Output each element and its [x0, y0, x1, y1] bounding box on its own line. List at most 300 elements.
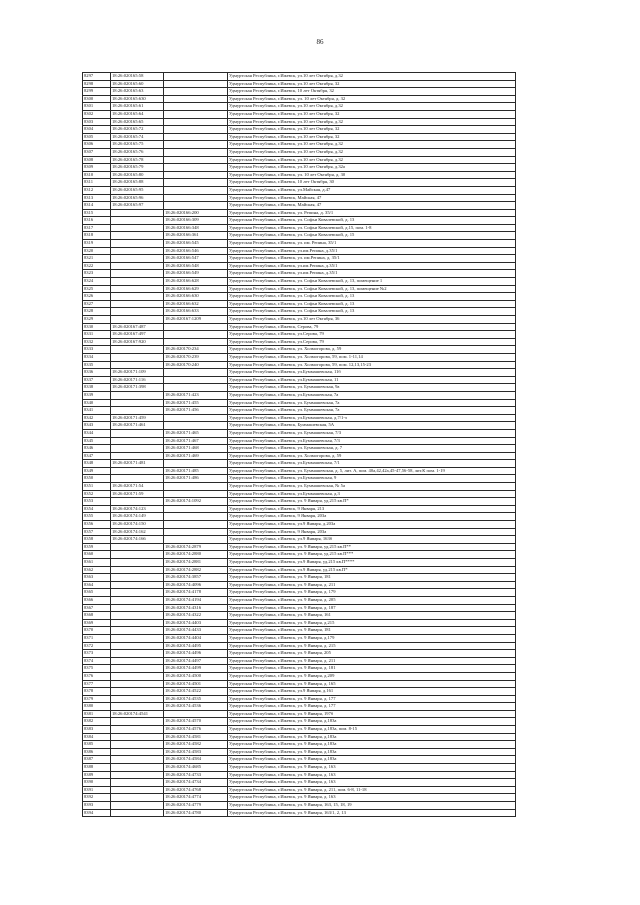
cadastral-number-object-cell: 18:26:020174:4779 [164, 802, 228, 810]
row-number-cell: 8304 [83, 126, 111, 134]
row-number-cell: 8357 [83, 528, 111, 536]
row-number-cell: 8327 [83, 300, 111, 308]
table-row [83, 202, 516, 210]
cadastral-number-land-cell [111, 612, 164, 620]
table-row [83, 665, 516, 673]
address-cell: Удмуртская Республика, г.Ижевск, ул.Серова, 79 [228, 338, 516, 346]
cadastral-number-object-cell [164, 194, 228, 202]
cadastral-number-land-cell [111, 559, 164, 567]
address-cell: Удмуртская Республика, г.Ижевск, Серова, 79 [228, 323, 516, 331]
row-number-cell: 8335 [83, 361, 111, 369]
cadastral-number-object-cell: 18:26:020174:4536 [164, 703, 228, 711]
table-row [83, 103, 516, 111]
table-row [83, 316, 516, 324]
cadastral-number-object-cell [164, 186, 228, 194]
address-cell: Удмуртская Республика, г.Ижевск, ул.10 лет Октября, 32 [228, 80, 516, 88]
cadastral-number-object-cell: 18:26:020174:4499 [164, 665, 228, 673]
row-number-cell: 8307 [83, 148, 111, 156]
cadastral-number-land-cell: 18:26:020165:63 [111, 88, 164, 96]
cadastral-number-land-cell [111, 642, 164, 650]
row-number-cell: 8377 [83, 680, 111, 688]
row-number-cell: 8343 [83, 422, 111, 430]
cadastral-number-land-cell [111, 748, 164, 756]
cadastral-number-land-cell [111, 437, 164, 445]
address-cell: Удмуртская Республика, г.Ижевск, ул. 9 Января, д. 187 [228, 604, 516, 612]
cadastral-number-land-cell [111, 262, 164, 270]
table-row [83, 95, 516, 103]
table-row [83, 483, 516, 491]
cadastral-number-land-cell [111, 596, 164, 604]
cadastral-number-land-cell [111, 650, 164, 658]
cadastral-number-object-cell: 18:26:020170:240 [164, 361, 228, 369]
address-cell: Удмуртская Республика, г.Ижевск, Майская, 47 [228, 194, 516, 202]
address-cell: Удмуртская Республика, г.Ижевск, ул. Буммашевская, 7а [228, 399, 516, 407]
address-cell: Удмуртская Республика, г.Ижевск, 9 Января, 203а [228, 513, 516, 521]
row-number-cell: 8365 [83, 589, 111, 597]
row-number-cell: 8364 [83, 581, 111, 589]
cadastral-number-object-cell: 18:26:020174:1092 [164, 498, 228, 506]
address-cell: Удмуртская Республика, г.Ижевск, ул. 9 Января, д. 215 [228, 642, 516, 650]
table-row [83, 414, 516, 422]
cadastral-number-object-cell: 18:26:020174:4581 [164, 733, 228, 741]
table-row [83, 293, 516, 301]
cadastral-number-land-cell: 18:26:020174:162 [111, 528, 164, 536]
cadastral-number-land-cell [111, 680, 164, 688]
cadastral-number-land-cell: 18:26:020165:80 [111, 171, 164, 179]
address-cell: Удмуртская Республика, г.Ижевск, ул.10 лет Октября, д.32 [228, 118, 516, 126]
cadastral-number-land-cell: 18:26:020174:150 [111, 521, 164, 529]
row-number-cell: 8308 [83, 156, 111, 164]
row-number-cell: 8334 [83, 353, 111, 361]
cadastral-number-land-cell [111, 217, 164, 225]
property-register-table [82, 72, 516, 817]
cadastral-number-land-cell [111, 802, 164, 810]
cadastral-number-object-cell: 18:26:020174:4497 [164, 657, 228, 665]
cadastral-number-land-cell [111, 634, 164, 642]
cadastral-number-object-cell: 18:26:020174:4576 [164, 726, 228, 734]
cadastral-number-object-cell: 18:26:020166:548 [164, 262, 228, 270]
address-cell: Удмуртская Республика, г.Ижевск, ул. 9 Января, д. 179 [228, 589, 516, 597]
row-number-cell: 8376 [83, 672, 111, 680]
table-row [83, 369, 516, 377]
row-number-cell: 8370 [83, 627, 111, 635]
address-cell: Удмуртская Республика, г.Ижевск, ул. 9 Января, д.179 [228, 634, 516, 642]
cadastral-number-land-cell: 18:26:020174:149 [111, 513, 164, 521]
cadastral-number-object-cell [164, 156, 228, 164]
row-number-cell: 8298 [83, 80, 111, 88]
table-row [83, 498, 516, 506]
table-row [83, 255, 516, 263]
table-row [83, 551, 516, 559]
table-row [83, 141, 516, 149]
row-number-cell: 8381 [83, 710, 111, 718]
cadastral-number-land-cell [111, 316, 164, 324]
table-row [83, 642, 516, 650]
cadastral-number-land-cell: 18:26:020165:61 [111, 103, 164, 111]
address-cell: Удмуртская Республика, г.Ижевск, 10 лет Октября, 30 [228, 179, 516, 187]
cadastral-number-land-cell [111, 794, 164, 802]
row-number-cell: 8303 [83, 118, 111, 126]
cadastral-number-land-cell [111, 619, 164, 627]
address-cell: Удмуртская Республика, г.Ижевск, ул. им. Репина, 35/1 [228, 240, 516, 248]
address-cell: Удмуртская Республика, г.Ижевск, ул. 9 Января, д.183а [228, 756, 516, 764]
cadastral-number-object-cell [164, 88, 228, 96]
address-cell: Удмуртская Республика, г.Ижевск, ул. 9 Января, уд.215 кв.П*** [228, 551, 516, 559]
address-cell: Удмуртская Республика, г.Ижевск, ул. Холмогорова, 59, пом. 1-11,14 [228, 353, 516, 361]
address-cell: Удмуртская Республика, г.Ижевск, ул.Буммашевская, д.3 [228, 490, 516, 498]
cadastral-number-object-cell: 18:26:020174:4194 [164, 596, 228, 604]
table-row [83, 126, 516, 134]
table-row [83, 650, 516, 658]
cadastral-number-land-cell [111, 300, 164, 308]
table-row [83, 786, 516, 794]
row-number-cell: 8390 [83, 779, 111, 787]
address-cell: Удмуртская Республика, г.Ижевск, ул. Софьи Ковалевской, д. 13 [228, 293, 516, 301]
table-row [83, 710, 516, 718]
address-cell: Удмуртская Республика, г.Ижевск, ул. 9 Января, уд.215 кв.П* [228, 498, 516, 506]
table-row [83, 73, 516, 81]
table-row [83, 285, 516, 293]
row-number-cell: 8375 [83, 665, 111, 673]
cadastral-number-object-cell: 18:26:020174:4582 [164, 741, 228, 749]
table-row [83, 247, 516, 255]
row-number-cell: 8378 [83, 688, 111, 696]
address-cell: Удмуртская Республика, г.Ижевск, ул.9 Января, уд.215 кв.П**** [228, 559, 516, 567]
cadastral-number-object-cell [164, 513, 228, 521]
row-number-cell: 8322 [83, 262, 111, 270]
address-cell: Удмуртская Республика, г.Ижевск, ул. 9 Января, д. 177 [228, 703, 516, 711]
address-cell: Удмуртская Республика, г.Ижевск, ул. 9 Января, д. 211 [228, 581, 516, 589]
table-row [83, 422, 516, 430]
cadastral-number-land-cell: 18:26:020171:116 [111, 376, 164, 384]
address-cell: Удмуртская Республика, г.Ижевск, ул. Буммашевская, № 5а [228, 483, 516, 491]
cadastral-number-object-cell: 18:26:020171:485 [164, 467, 228, 475]
row-number-cell: 8394 [83, 809, 111, 817]
address-cell: Удмуртская Республика, г.Ижевск, ул. Софьи Ковалевской, д. 13 [228, 300, 516, 308]
table-row [83, 460, 516, 468]
address-cell: Удмуртская Республика, г.Ижевск, ул. Софьи Ковалевской, д. 13, помещение №2 [228, 285, 516, 293]
table-row [83, 604, 516, 612]
cadastral-number-object-cell: 18:26:020174:4501 [164, 680, 228, 688]
table-row [83, 513, 516, 521]
cadastral-number-object-cell: 18:26:020170:234 [164, 346, 228, 354]
cadastral-number-object-cell [164, 460, 228, 468]
row-number-cell: 8325 [83, 285, 111, 293]
table-row [83, 308, 516, 316]
row-number-cell: 8300 [83, 95, 111, 103]
table-row [83, 118, 516, 126]
cadastral-number-land-cell: 18:26:020167:497 [111, 331, 164, 339]
row-number-cell: 8346 [83, 445, 111, 453]
cadastral-number-land-cell [111, 581, 164, 589]
row-number-cell: 8373 [83, 650, 111, 658]
row-number-cell: 8352 [83, 490, 111, 498]
cadastral-number-object-cell: 18:26:020171:456 [164, 407, 228, 415]
table-row [83, 521, 516, 529]
cadastral-number-land-cell: 18:26:020167:920 [111, 338, 164, 346]
cadastral-number-land-cell [111, 391, 164, 399]
cadastral-number-object-cell [164, 490, 228, 498]
table-row [83, 634, 516, 642]
table-row [83, 179, 516, 187]
row-number-cell: 8345 [83, 437, 111, 445]
cadastral-number-land-cell [111, 255, 164, 263]
row-number-cell: 8309 [83, 164, 111, 172]
address-cell: Удмуртская Республика, г.Ижевск, 9 Января, 213 [228, 505, 516, 513]
row-number-cell: 8392 [83, 794, 111, 802]
address-cell: Удмуртская Республика, г.Ижевск, ул. Софьи Ковалевской, д.15, пом. 1-8 [228, 224, 516, 232]
cadastral-number-object-cell: 18:26:020174:4780 [164, 809, 228, 817]
cadastral-number-land-cell [111, 353, 164, 361]
cadastral-number-object-cell: 18:26:020171:465 [164, 429, 228, 437]
cadastral-number-land-cell: 18:26:020171:461 [111, 422, 164, 430]
cadastral-number-land-cell [111, 467, 164, 475]
row-number-cell: 8369 [83, 619, 111, 627]
cadastral-number-object-cell: 18:26:020166:628 [164, 278, 228, 286]
cadastral-number-object-cell [164, 414, 228, 422]
cadastral-number-land-cell: 18:26:020171:109 [111, 369, 164, 377]
page-number: 86 [316, 38, 324, 46]
row-number-cell: 8389 [83, 771, 111, 779]
address-cell: Удмуртская Республика, г.Ижевск, ул.10 лет Октября, д.32а [228, 164, 516, 172]
address-cell: Удмуртская Республика, г.Ижевск, ул. 9 Января, д.183а [228, 733, 516, 741]
row-number-cell: 8385 [83, 741, 111, 749]
cadastral-number-land-cell [111, 445, 164, 453]
address-cell: Удмуртская Республика, г.Ижевск, ул.Буммашевская, 7/1 [228, 460, 516, 468]
table-row [83, 771, 516, 779]
table-row [83, 718, 516, 726]
cadastral-number-land-cell [111, 726, 164, 734]
row-number-cell: 8380 [83, 703, 111, 711]
table-row [83, 353, 516, 361]
row-number-cell: 8355 [83, 513, 111, 521]
cadastral-number-object-cell: 18:26:020166:630 [164, 293, 228, 301]
table-row [83, 338, 516, 346]
cadastral-number-land-cell: 18:26:020165:96 [111, 194, 164, 202]
row-number-cell: 8353 [83, 498, 111, 506]
cadastral-number-object-cell [164, 505, 228, 513]
row-number-cell: 8374 [83, 657, 111, 665]
table-row [83, 80, 516, 88]
table-row [83, 528, 516, 536]
table-row [83, 794, 516, 802]
cadastral-number-land-cell: 18:26:020171:481 [111, 460, 164, 468]
address-cell: Удмуртская Республика, г.Ижевск, Майская, 47 [228, 202, 516, 210]
table-row [83, 809, 516, 817]
cadastral-number-object-cell [164, 376, 228, 384]
cadastral-number-object-cell [164, 133, 228, 141]
cadastral-number-object-cell: 18:26:020174:4522 [164, 688, 228, 696]
table-row [83, 733, 516, 741]
address-cell: Удмуртская Республика, г.Ижевск, ул.10 лет Октября, д.32 [228, 103, 516, 111]
row-number-cell: 8324 [83, 278, 111, 286]
cadastral-number-object-cell [164, 338, 228, 346]
cadastral-number-land-cell [111, 604, 164, 612]
cadastral-number-object-cell: 18:26:020166:549 [164, 270, 228, 278]
address-cell: Удмуртская Республика, г.Ижевск, ул. Холмогорова, д. 59 [228, 346, 516, 354]
table-row [83, 376, 516, 384]
table-row [83, 452, 516, 460]
cadastral-number-object-cell [164, 110, 228, 118]
address-cell: Удмуртская Республика, г.Ижевск, ул. 9 Января, 181 [228, 627, 516, 635]
table-row [83, 695, 516, 703]
cadastral-number-object-cell: 18:26:020174:2881 [164, 559, 228, 567]
table-row [83, 361, 516, 369]
address-cell: Удмуртская Республика, г.Ижевск, ул. 9 Января, д. 211 [228, 657, 516, 665]
cadastral-number-land-cell [111, 361, 164, 369]
table-row [83, 596, 516, 604]
address-cell: Удмуртская Республика, г.Ижевск, ул. Софьи Ковалевской, д. 13 [228, 217, 516, 225]
address-cell: Удмуртская Республика, г.Ижевск, ул.10 лет Октября, д.32 [228, 73, 516, 81]
cadastral-number-land-cell [111, 475, 164, 483]
address-cell: Удмуртская Республика, г.Ижевск, ул.Буммашевская, 7а [228, 391, 516, 399]
row-number-cell: 8393 [83, 802, 111, 810]
table-row [83, 217, 516, 225]
row-number-cell: 8314 [83, 202, 111, 210]
cadastral-number-object-cell [164, 126, 228, 134]
row-number-cell: 8388 [83, 764, 111, 772]
cadastral-number-land-cell [111, 672, 164, 680]
cadastral-number-object-cell [164, 141, 228, 149]
address-cell: Удмуртская Республика, г.Ижевск, 9 Января, 203а [228, 528, 516, 536]
row-number-cell: 8337 [83, 376, 111, 384]
address-cell: Удмуртская Республика, г.Ижевск, ул. Буммашевская, 7/3 [228, 429, 516, 437]
row-number-cell: 8387 [83, 756, 111, 764]
cadastral-number-object-cell: 18:26:020174:4433 [164, 627, 228, 635]
address-cell: Удмуртская Республика, г.Ижевск, ул.Буммашевская, 9 [228, 475, 516, 483]
cadastral-number-land-cell [111, 308, 164, 316]
cadastral-number-land-cell: 18:26:020167:487 [111, 323, 164, 331]
table-row [83, 232, 516, 240]
address-cell: Удмуртская Республика, г.Ижевск, ул. 9 Января, д.183а [228, 718, 516, 726]
table-row [83, 331, 516, 339]
row-number-cell: 8367 [83, 604, 111, 612]
cadastral-number-land-cell: 18:26:020171:459 [111, 414, 164, 422]
cadastral-number-object-cell: 18:26:020166:545 [164, 240, 228, 248]
row-number-cell: 8391 [83, 786, 111, 794]
address-cell: Удмуртская Республика, г.Ижевск, ул.10 лет Октября, д.32 [228, 148, 516, 156]
row-number-cell: 8297 [83, 73, 111, 81]
cadastral-number-object-cell: 18:26:020171:469 [164, 452, 228, 460]
row-number-cell: 8313 [83, 194, 111, 202]
cadastral-number-object-cell [164, 521, 228, 529]
row-number-cell: 8329 [83, 316, 111, 324]
cadastral-number-land-cell: 18:26:020171:54 [111, 483, 164, 491]
cadastral-number-land-cell [111, 543, 164, 551]
row-number-cell: 8348 [83, 460, 111, 468]
row-number-cell: 8317 [83, 224, 111, 232]
row-number-cell: 8384 [83, 733, 111, 741]
cadastral-number-land-cell [111, 399, 164, 407]
table-row [83, 756, 516, 764]
cadastral-number-object-cell: 18:26:020174:4768 [164, 786, 228, 794]
cadastral-number-object-cell: 18:26:020174:4774 [164, 794, 228, 802]
row-number-cell: 8339 [83, 391, 111, 399]
address-cell: Удмуртская Республика, г.Ижевск, ул.10 лет Октября, д.32 [228, 141, 516, 149]
address-cell: Удмуртская Республика, г.Ижевск, ул. 9 Января, д. 163 [228, 779, 516, 787]
table-row [83, 209, 516, 217]
row-number-cell: 8363 [83, 574, 111, 582]
cadastral-number-land-cell: 18:26:020165:74 [111, 133, 164, 141]
cadastral-number-object-cell: 18:26:020174:4583 [164, 748, 228, 756]
table-row [83, 726, 516, 734]
cadastral-number-object-cell: 18:26:020167:1209 [164, 316, 228, 324]
address-cell: Удмуртская Республика, г.Ижевск, ул. Софьи Ковалевской, д. 13, помещение 1 [228, 278, 516, 286]
table-row [83, 672, 516, 680]
row-number-cell: 8362 [83, 566, 111, 574]
address-cell: Удмуртская Республика, г.Ижевск, ул.Буммашевская, д.7/1-э [228, 414, 516, 422]
row-number-cell: 8320 [83, 247, 111, 255]
register-table-body [83, 73, 516, 817]
cadastral-number-object-cell: 18:26:020174:4096 [164, 581, 228, 589]
table-row [83, 802, 516, 810]
table-row [83, 748, 516, 756]
cadastral-number-object-cell [164, 331, 228, 339]
cadastral-number-object-cell: 18:26:020171:468 [164, 445, 228, 453]
cadastral-number-object-cell: 18:26:020166:632 [164, 300, 228, 308]
cadastral-number-land-cell [111, 627, 164, 635]
cadastral-number-land-cell [111, 786, 164, 794]
cadastral-number-land-cell [111, 703, 164, 711]
row-number-cell: 8321 [83, 255, 111, 263]
address-cell: Удмуртская Республика, г.Ижевск, ул.9 Января, д.161 [228, 688, 516, 696]
row-number-cell: 8306 [83, 141, 111, 149]
cadastral-number-land-cell: 18:26:020174:123 [111, 505, 164, 513]
address-cell: Удмуртская Республика, г.Ижевск, ул.10 лет Октября, д.32 [228, 156, 516, 164]
cadastral-number-land-cell [111, 764, 164, 772]
cadastral-number-land-cell [111, 695, 164, 703]
cadastral-number-object-cell: 18:26:020174:2882 [164, 566, 228, 574]
row-number-cell: 8386 [83, 748, 111, 756]
cadastral-number-land-cell: 18:26:020171:398 [111, 384, 164, 392]
cadastral-number-object-cell [164, 536, 228, 544]
address-cell: Удмуртская Республика, г.Ижевск, ул. 10 лет Октября, д. 32 [228, 95, 516, 103]
cadastral-number-object-cell: 18:26:020171:467 [164, 437, 228, 445]
table-row [83, 270, 516, 278]
row-number-cell: 8323 [83, 270, 111, 278]
cadastral-number-land-cell [111, 346, 164, 354]
table-row [83, 164, 516, 172]
address-cell: Удмуртская Республика, г.Ижевск, 10 лет Октября, 32 [228, 88, 516, 96]
cadastral-number-land-cell [111, 574, 164, 582]
cadastral-number-land-cell: 18:26:020174:166 [111, 536, 164, 544]
cadastral-number-land-cell: 18:26:020165:64 [111, 110, 164, 118]
table-row [83, 300, 516, 308]
row-number-cell: 8330 [83, 323, 111, 331]
cadastral-number-object-cell: 18:26:020166:629 [164, 285, 228, 293]
row-number-cell: 8371 [83, 634, 111, 642]
cadastral-number-land-cell [111, 733, 164, 741]
cadastral-number-object-cell [164, 148, 228, 156]
row-number-cell: 8315 [83, 209, 111, 217]
table-row [83, 171, 516, 179]
cadastral-number-land-cell [111, 270, 164, 278]
row-number-cell: 8351 [83, 483, 111, 491]
cadastral-number-object-cell: 18:26:020166:547 [164, 255, 228, 263]
cadastral-number-object-cell: 18:26:020174:4403 [164, 619, 228, 627]
cadastral-number-object-cell: 18:26:020174:4570 [164, 718, 228, 726]
cadastral-number-land-cell [111, 589, 164, 597]
cadastral-number-land-cell [111, 209, 164, 217]
row-number-cell: 8350 [83, 475, 111, 483]
cadastral-number-object-cell: 18:26:020166:200 [164, 209, 228, 217]
cadastral-number-object-cell [164, 80, 228, 88]
address-cell: Удмуртская Республика, г.Ижевск, ул. 9 Января, 163/1, 2, 13 [228, 809, 516, 817]
cadastral-number-land-cell: 18:26:020174:4541 [111, 710, 164, 718]
address-cell: Удмуртская Республика, г.Ижевск, ул. Холмогорова, д. 59 [228, 452, 516, 460]
cadastral-number-object-cell: 18:26:020166:309 [164, 217, 228, 225]
address-cell: Удмуртская Республика, г.Ижевск, ул. 9 Января, д. 163 [228, 771, 516, 779]
